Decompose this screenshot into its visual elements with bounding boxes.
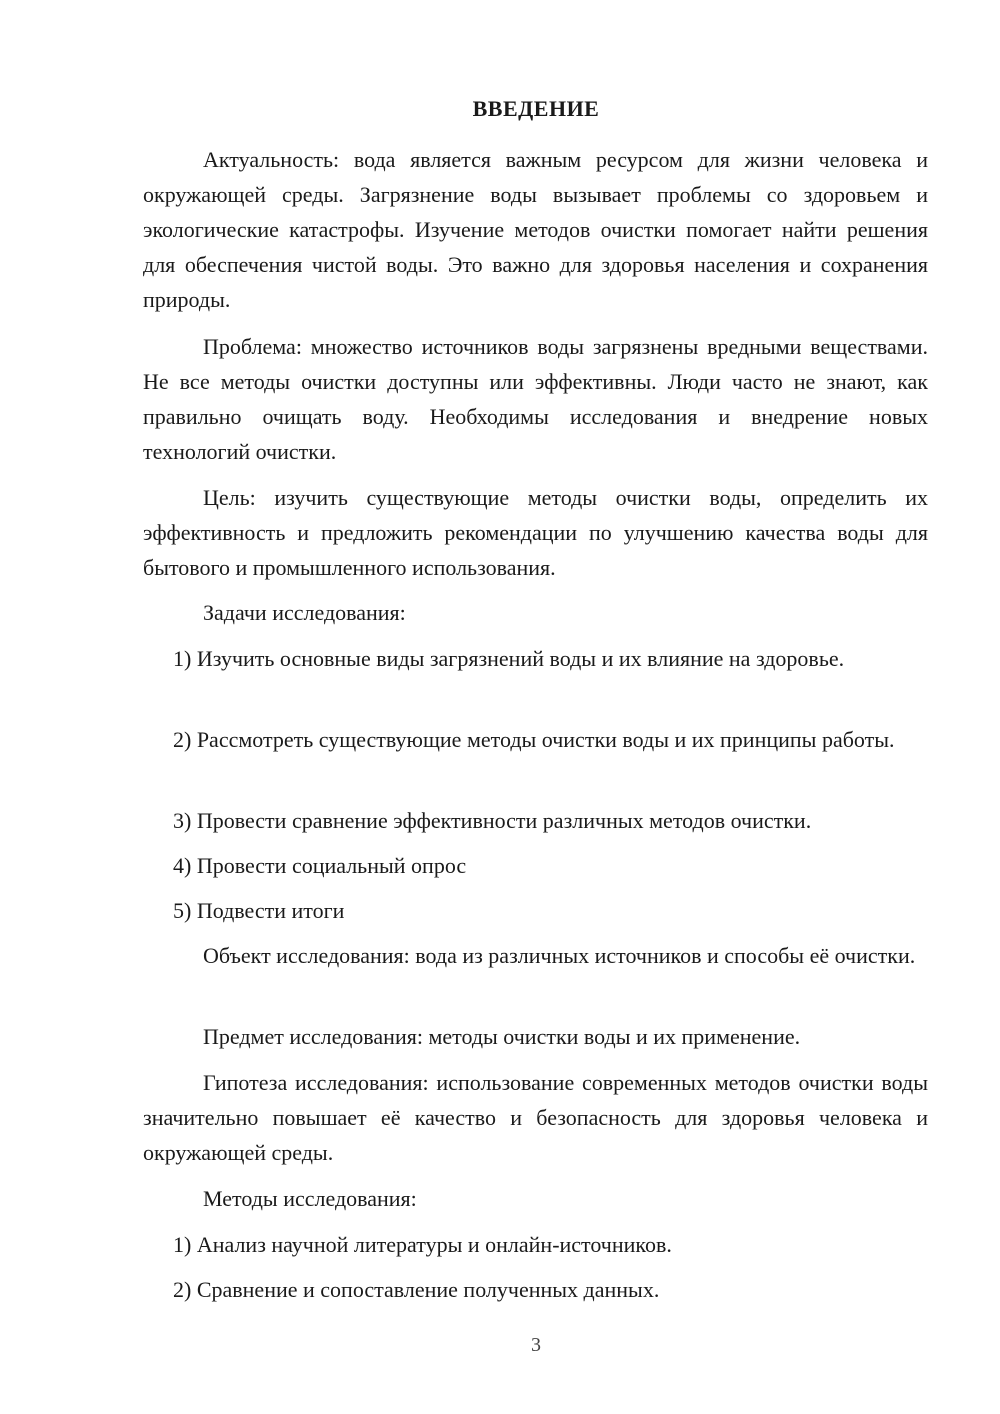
object-paragraph: Объект исследования: вода из различных источников и способы её очистки. <box>203 943 916 968</box>
task-item: 3) Провести сравнение эффективности различных методов очистки. <box>173 808 812 833</box>
task-item: 2) Рассмотреть существующие методы очистки воды и их принципы работы. <box>173 727 895 752</box>
subject-paragraph: Предмет исследования: методы очистки воды и их применение. <box>203 1024 801 1049</box>
hypothesis-paragraph: Гипотеза исследования: использование современных методов очистки воды значительно повышает её качество и безопасность для здоровья человека и окружающей среды. <box>143 1070 928 1165</box>
task-item: 5) Подвести итоги <box>173 898 345 923</box>
section-title: ВВЕДЕНИЕ <box>472 96 600 121</box>
goal-paragraph: Цель: изучить существующие методы очистки воды, определить их эффективность и предложить рекомендации по улучшению качества воды для бытового и промышленного использования. <box>143 485 928 580</box>
relevance-paragraph: Актуальность: вода является важным ресурсом для жизни человека и окружающей среды. Загрязнение воды вызывает проблемы со здоровьем и экологические катастрофы. Изучение методов очистки помогает найти решения для обеспечения чистой воды. Это важно для здоровья населения и сохранения природы. <box>143 147 928 312</box>
problem-paragraph: Проблема: множество источников воды загрязнены вредными веществами. Не все методы очистки доступны или эффективны. Люди часто не знают, как правильно очищать воду. Необходимы исследования и внедрение новых технологий очистки. <box>143 334 928 464</box>
method-item: 1) Анализ научной литературы и онлайн-источников. <box>173 1232 672 1257</box>
tasks-heading: Задачи исследования: <box>203 600 406 625</box>
task-item: 4) Провести социальный опрос <box>173 853 467 878</box>
methods-heading: Методы исследования: <box>203 1186 417 1211</box>
task-item: 1) Изучить основные виды загрязнений воды и их влияние на здоровье. <box>173 646 845 671</box>
method-item: 2) Сравнение и сопоставление полученных данных. <box>173 1277 660 1302</box>
page-number: 3 <box>531 1334 541 1356</box>
